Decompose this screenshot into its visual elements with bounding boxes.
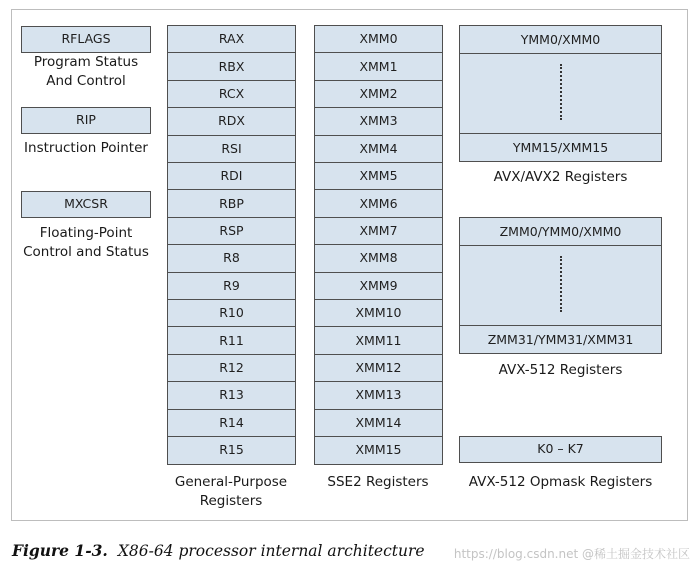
sse2-register-column	[314, 25, 443, 463]
register-r13: R13	[167, 381, 296, 410]
register-xmm15: XMM15	[314, 436, 443, 465]
register-r8: R8	[167, 244, 296, 273]
register-xmm5: XMM5	[314, 162, 443, 191]
ellipsis-dots	[560, 256, 562, 312]
rip-description: Instruction Pointer	[24, 140, 148, 156]
general-purpose-register-column	[167, 25, 296, 463]
register-rax: RAX	[167, 25, 296, 54]
avx512-register-block	[459, 217, 662, 354]
register-xmm11: XMM11	[314, 326, 443, 355]
register-r15: R15	[167, 436, 296, 465]
avx512-first-register: ZMM0/YMM0/XMM0	[460, 218, 661, 246]
mxcsr-description: Floating-Point Control and Status	[23, 225, 149, 260]
figure-caption-text: X86-64 processor internal architecture	[117, 542, 425, 560]
avx-last-register: YMM15/XMM15	[460, 133, 661, 161]
register-xmm0: XMM0	[314, 25, 443, 54]
avx-first-register: YMM0/XMM0	[460, 26, 661, 54]
register-xmm10: XMM10	[314, 299, 443, 328]
opmask-registers-label: AVX-512 Opmask Registers	[468, 474, 653, 490]
watermark: https://blog.csdn.net @稀土掘金技术社区	[453, 547, 690, 561]
figure-number: Figure 1-3.	[12, 541, 108, 560]
register-xmm9: XMM9	[314, 272, 443, 301]
register-r14: R14	[167, 409, 296, 438]
figure-caption	[12, 541, 425, 560]
general-purpose-registers-label: General-Purpose Registers	[174, 474, 288, 509]
register-xmm6: XMM6	[314, 189, 443, 218]
register-xmm7: XMM7	[314, 217, 443, 246]
rflags-register: RFLAGS	[21, 26, 151, 53]
register-rsi: RSI	[167, 135, 296, 164]
register-rdx: RDX	[167, 107, 296, 136]
register-r9: R9	[167, 272, 296, 301]
sse2-registers-label: SSE2 Registers	[327, 474, 429, 490]
register-xmm8: XMM8	[314, 244, 443, 273]
avx512-registers-label: AVX-512 Registers	[498, 362, 623, 378]
register-xmm1: XMM1	[314, 52, 443, 81]
opmask-register: K0 – K7	[459, 436, 662, 463]
register-xmm14: XMM14	[314, 409, 443, 438]
avx512-last-register: ZMM31/YMM31/XMM31	[460, 325, 661, 353]
register-xmm13: XMM13	[314, 381, 443, 410]
register-rbx: RBX	[167, 52, 296, 81]
ellipsis-dots	[560, 64, 562, 120]
avx-register-block	[459, 25, 662, 162]
register-r10: R10	[167, 299, 296, 328]
register-r12: R12	[167, 354, 296, 383]
register-xmm4: XMM4	[314, 135, 443, 164]
rflags-description: Program Status And Control	[33, 54, 139, 89]
register-rdi: RDI	[167, 162, 296, 191]
register-xmm3: XMM3	[314, 107, 443, 136]
register-rsp: RSP	[167, 217, 296, 246]
rip-register: RIP	[21, 107, 151, 134]
register-xmm2: XMM2	[314, 80, 443, 109]
mxcsr-register: MXCSR	[21, 191, 151, 218]
register-rbp: RBP	[167, 189, 296, 218]
register-rcx: RCX	[167, 80, 296, 109]
register-r11: R11	[167, 326, 296, 355]
register-xmm12: XMM12	[314, 354, 443, 383]
avx-registers-label: AVX/AVX2 Registers	[493, 169, 628, 185]
